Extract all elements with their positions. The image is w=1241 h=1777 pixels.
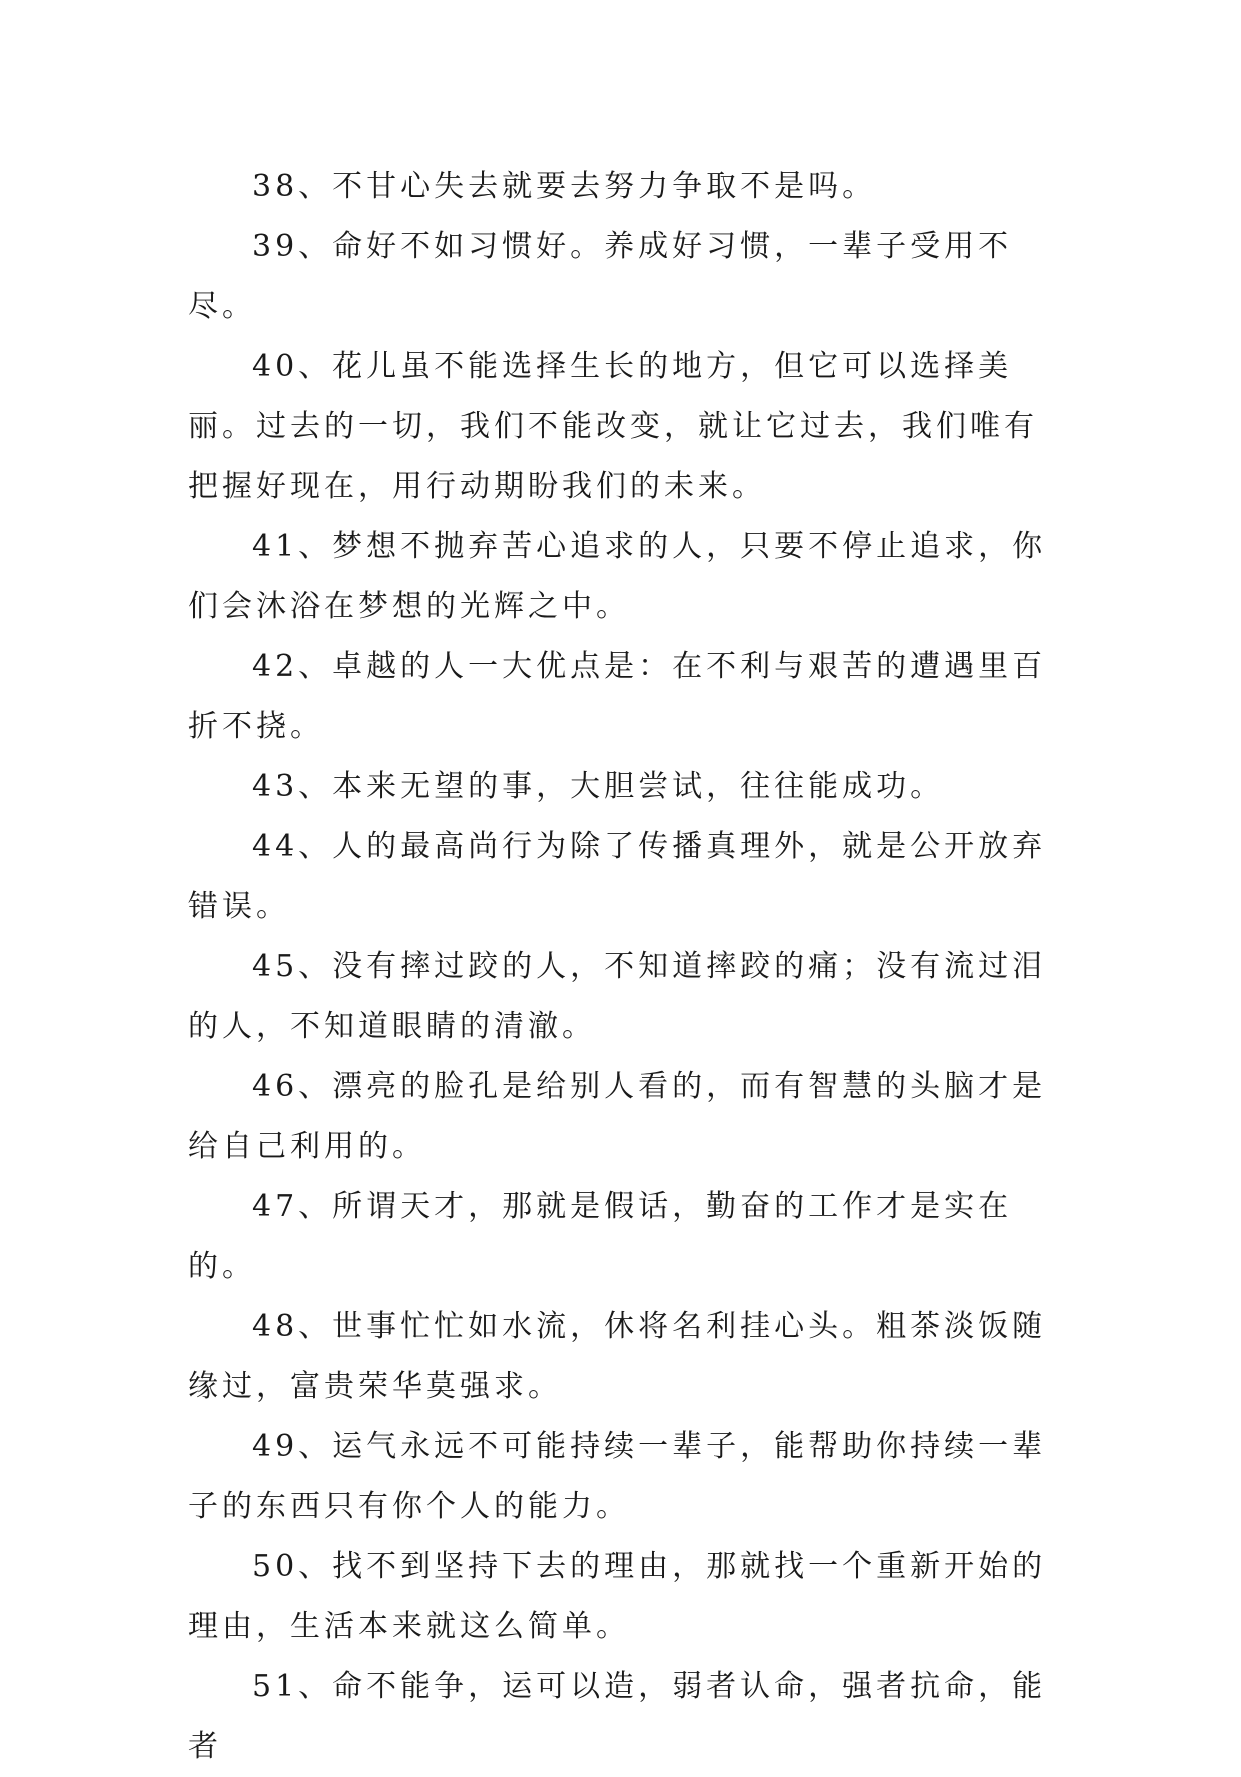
quote-paragraph-46: 46、漂亮的脸孔是给别人看的，而有智慧的头脑才是给自己利用的。 xyxy=(188,1069,1047,1164)
document-body xyxy=(188,157,1048,1777)
quote-paragraph-43: 43、本来无望的事，大胆尝试，往往能成功。 xyxy=(252,769,945,804)
quote-paragraph-50: 50、找不到坚持下去的理由，那就找一个重新开始的理由，生活本来就这么简单。 xyxy=(188,1549,1047,1644)
quote-paragraph-47: 47、所谓天才，那就是假话，勤奋的工作才是实在的。 xyxy=(188,1189,1013,1284)
quote-paragraph-41: 41、梦想不抛弃苦心追求的人，只要不停止追求，你们会沐浴在梦想的光辉之中。 xyxy=(188,529,1047,624)
quote-paragraph-51: 51、命不能争，运可以造，弱者认命，强者抗命，能者 xyxy=(188,1669,1047,1764)
quote-paragraph-39: 39、命好不如习惯好。养成好习惯，一辈子受用不尽。 xyxy=(188,229,1013,324)
quote-paragraph-45: 45、没有摔过跤的人，不知道摔跤的痛；没有流过泪的人，不知道眼睛的清澈。 xyxy=(188,949,1047,1044)
quote-paragraph-48: 48、世事忙忙如水流，休将名利挂心头。粗茶淡饭随缘过，富贵荣华莫强求。 xyxy=(188,1309,1047,1404)
quote-paragraph-44: 44、人的最高尚行为除了传播真理外，就是公开放弃错误。 xyxy=(188,829,1047,924)
quote-paragraph-38: 38、不甘心失去就要去努力争取不是吗。 xyxy=(252,169,877,204)
quote-paragraph-49: 49、运气永远不可能持续一辈子，能帮助你持续一辈子的东西只有你个人的能力。 xyxy=(188,1429,1047,1524)
quote-paragraph-42: 42、卓越的人一大优点是：在不利与艰苦的遭遇里百折不挠。 xyxy=(188,649,1047,744)
quote-paragraph-40: 40、花儿虽不能选择生长的地方，但它可以选择美丽。过去的一切，我们不能改变，就让它过去，我们唯有把握好现在，用行动期盼我们的未来。 xyxy=(188,349,1038,504)
